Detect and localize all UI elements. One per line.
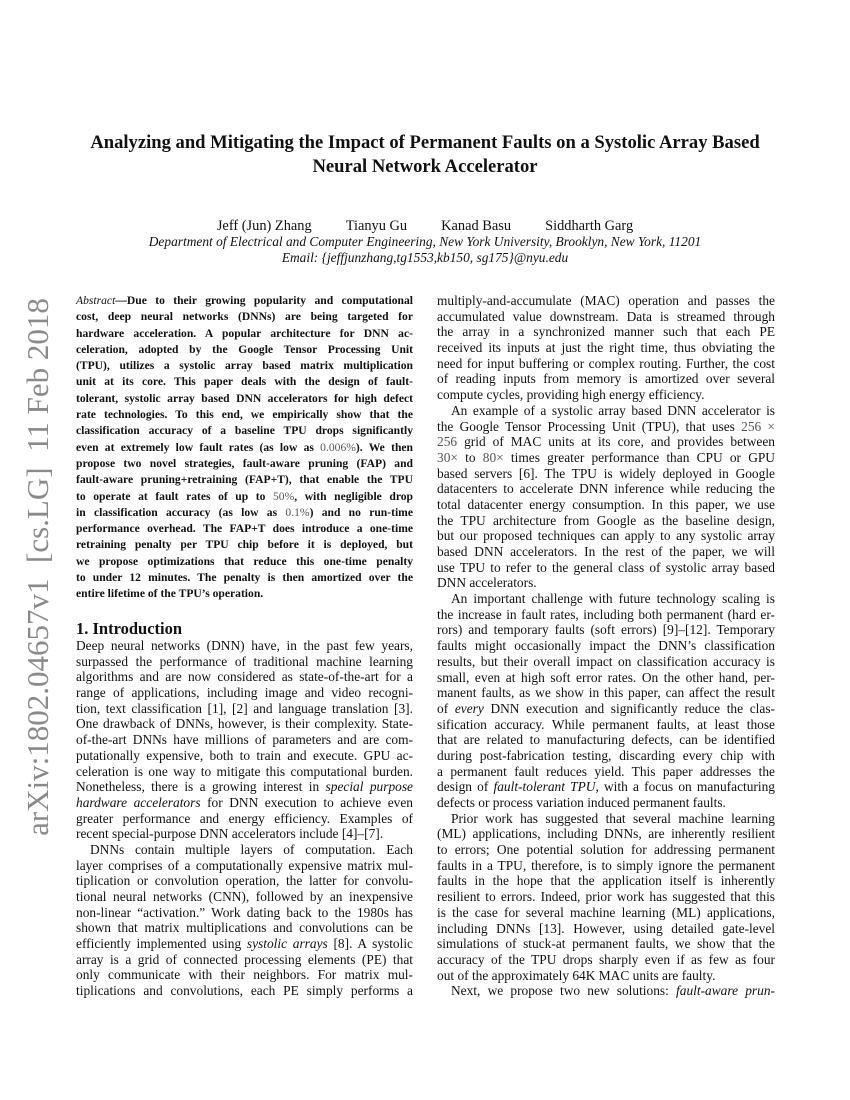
text-line: of-the-art DNNs have millions of parameters and are com- (76, 732, 413, 748)
paper-title (60, 131, 790, 179)
text-segment: efficiently implemented using (76, 936, 247, 952)
text-line (437, 419, 775, 435)
text-line: during post-fabrication testing, discarding every chip with (437, 747, 775, 763)
emphasized-text: every (454, 700, 484, 716)
text-line: faults in the hope that the application itself is inherently (437, 873, 775, 889)
text-line: the TPU architecture from Google as the baseline design, (437, 512, 775, 528)
math-value: 0.006% (320, 440, 356, 454)
text-line: received its inputs at just the right time, thus obviating the (437, 340, 775, 356)
text-segment: to operate at fault rates of up to (76, 489, 273, 503)
text-line: tional neural networks (CNN), followed by an inexpensive (76, 889, 413, 904)
text-line: but our proposed techniques can apply to any systolic array (437, 528, 775, 544)
text-segment: ). We then (355, 440, 413, 454)
text-line: compute cycles, providing high energy efficiency. (437, 387, 705, 403)
emphasized-text: Abstract (76, 294, 116, 307)
text-segment: , with a focus on manufacturing (595, 779, 776, 795)
text-line (437, 434, 775, 450)
text-segment: DNN execution and significantly reduce the clas- (483, 700, 775, 716)
text-line: performance overhead. The FAP+T does introduce a one-time (76, 522, 413, 536)
text-line (76, 779, 413, 795)
text-line: entire lifetime of the TPU’s operation. (76, 587, 264, 601)
text-line: a permanent fault reduces yield. This paper addresses the (437, 763, 775, 779)
text-line: shown that matrix multiplications and convolutions can be (76, 920, 413, 936)
text-line: to errors; One potential solution for addressing permanent (437, 842, 775, 858)
text-line (76, 440, 413, 456)
author-name: Tianyu Gu (345, 218, 408, 234)
text-line: tolerant, systolic array based DNN accelerators for high defect (76, 391, 413, 405)
text-segment: even at extremely low fault rates (as low as (76, 440, 321, 454)
text-line: defects or process variation induced permanent faults. (437, 795, 726, 810)
text-line: faults in a TPU, therefore, is to simply ignore the permanent (437, 857, 775, 873)
text-line: to under 12 minutes. The penalty is then amortized over the (76, 571, 413, 585)
affiliation: Department of Electrical and Computer Engineering, New York University, Brooklyn, New York, 11201 (148, 234, 702, 249)
text-line: celeration is one way to mitigate this computational burden. (76, 763, 413, 779)
title-line: Neural Network Accelerator (312, 156, 538, 177)
text-segment: , with negligible drop (294, 489, 413, 503)
emphasized-text: hardware accelerators (76, 794, 201, 810)
text-segment: design of (437, 779, 494, 795)
text-segment: times greater performance than CPU or GPU (503, 449, 775, 465)
text-line: is the case for several machine learning (ML) applications, (437, 904, 775, 920)
text-line: algorithms and are now considered as state-of-the-art for a (76, 669, 413, 685)
text-line: tiplication or convolution operation, the latter for convolu- (76, 873, 413, 889)
math-value: 256 (437, 434, 458, 450)
text-line: layer comprises of a computationally expensive matrix mul- (76, 857, 413, 873)
text-line: simulations of stuck-at permanent faults, we show that the (437, 936, 775, 952)
text-line: putationally expensive, both to train and execute. GPU ac- (76, 747, 413, 763)
text-line: including DNNs [13]. However, using detailed gate-level (437, 920, 775, 936)
text-line: multiply-and-accumulate (MAC) operation and passes the (437, 293, 775, 308)
text-line: cost, deep neural networks (DNNs) are being targeted for (76, 310, 413, 324)
text-line: we propose optimizations that reduce this one-time penalty (76, 554, 413, 568)
text-line: only communicate with their neighbors. For matrix mul- (76, 967, 413, 983)
text-line (76, 489, 413, 505)
emphasized-text: special purpose (325, 779, 413, 795)
text-line (437, 450, 775, 466)
text-line: need for input buffering or complex routing. Further, the cost (437, 355, 775, 371)
text-segment: —Due to their growing popularity and computational (115, 294, 413, 307)
emphasized-text: systolic arrays (246, 936, 328, 952)
text-line (437, 779, 775, 795)
text-line (76, 505, 413, 521)
text-line: resilient to errors. Indeed, prior work has suggested that this (437, 889, 775, 905)
text-segment: Nonetheless, there is a growing interest in (76, 779, 326, 795)
math-value: 80× (482, 449, 504, 465)
text-line: propose two novel strategies, fault-aware pruning (FAP) and (76, 456, 413, 470)
author-emails: Email: {jeffjunzhang,tg1553,kb150, sg175}@nyu.edu (281, 250, 569, 265)
text-line: of reading inputs from memory is amortized over several (437, 371, 775, 387)
text-line: accumulated value downstream. Data is streamed through (437, 308, 775, 324)
text-line: the increase in fault rates, including both permanent (hard er- (437, 606, 775, 622)
arxiv-identifier-stamp: arXiv:1802.04657v1 [cs.LG] 11 Feb 2018 (20, 298, 55, 836)
text-line: based DNN accelerators. In the rest of the paper, we will (437, 544, 775, 559)
text-line: non-linear “activation.” Work dating back to the 1980s has (76, 904, 413, 920)
text-line: results, but their overall impact on classification accuracy is (437, 653, 775, 669)
text-line: sification accuracy. While permanent faults, at least those (437, 716, 775, 732)
text-line: Prior work has suggested that several machine learning (451, 810, 775, 826)
text-line: One drawback of DNNs, however, is their complexity. State- (76, 716, 413, 732)
text-line: datacenters to accelerate DNN inference while reducing the (437, 481, 775, 497)
text-line: unit at its core. This paper deals with the design of fault- (76, 375, 413, 389)
text-line: DNNs contain multiple layers of computation. Each (90, 841, 413, 857)
text-line: Deep neural networks (DNN) have, in the past few years, (76, 638, 413, 653)
text-segment: in classification accuracy (as low as (76, 505, 286, 519)
text-line: An example of a systolic array based DNN accelerator is (451, 402, 775, 418)
text-segment: for DNN execution to achieve even (200, 794, 414, 810)
text-line: out of the approximately 64K MAC units are faulty. (437, 967, 716, 983)
text-segment: Next, we propose two new solutions: (451, 983, 677, 999)
text-line: greater performance and energy efficiency. Examples of (76, 810, 413, 826)
text-line (76, 936, 413, 952)
text-line: rors) and temporary faults (soft errors) [9]–[12]. Temporary (437, 622, 775, 638)
text-line: fault-aware pruning+retraining (FAP+T), that enable the TPU (76, 473, 413, 487)
math-value: 256 × (741, 418, 775, 434)
title-line: Analyzing and Mitigating the Impact of Permanent Faults on a Systolic Array Based (90, 132, 760, 153)
text-line: range of applications, including image and video recogni- (76, 685, 413, 701)
text-line: (ML) applications, including DNNs, are inherently resilient (437, 826, 775, 842)
text-line: rate technologies. To this end, we empirically show that the (76, 408, 413, 422)
text-line: surpassed the performance of traditional machine learning (76, 653, 413, 669)
text-line: celeration, adopted by the Google Tensor Processing Unit (76, 342, 413, 356)
text-line: that are related to manufacturing defects, can be identified (437, 732, 775, 748)
text-line: total datacenter energy consumption. In this paper, we use (437, 496, 775, 512)
text-segment: [8]. A systolic (327, 936, 413, 952)
text-line: classification accuracy of a baseline TPU drops significantly (76, 424, 413, 438)
text-segment: to (457, 449, 483, 465)
text-line: array is a grid of connected processing elements (PE) that (76, 951, 413, 967)
text-segment: the Google Tensor Processing Unit (TPU), that uses (437, 418, 742, 434)
math-value: 0.1% (285, 505, 310, 519)
text-line (437, 701, 775, 717)
text-line: based servers [6]. The TPU is widely deployed in Google (437, 465, 775, 481)
author-name: Kanad Basu (441, 218, 512, 234)
emphasized-text: fault-aware prun- (676, 983, 775, 999)
text-line: An important challenge with future technology scaling is (451, 591, 775, 607)
text-line: hardware acceleration. A popular architecture for DNN ac- (76, 326, 413, 340)
abstract (76, 293, 413, 603)
text-line (76, 795, 413, 811)
text-line: small, even at high soft error rates. On the other hand, per- (437, 669, 775, 685)
emphasized-text: fault-tolerant TPU (493, 779, 596, 795)
text-segment: of (437, 700, 455, 716)
text-line (437, 983, 775, 999)
math-value: 30× (437, 449, 458, 465)
text-line: recent special-purpose DNN accelerators include [4]–[7]. (76, 826, 384, 842)
introduction-right-column (437, 293, 775, 999)
text-line: manent faults, as we show in this paper, can affect the result (437, 685, 775, 701)
text-line: the array in a synchronized manner such that each PE (437, 324, 775, 340)
text-segment: grid of MAC units at its core, and provides between (457, 434, 775, 450)
math-value: 50% (272, 489, 295, 503)
text-line: tion, text classification [1], [2] and language translation [3]. (76, 700, 413, 716)
text-line (76, 293, 413, 309)
author-name: Siddharth Garg (545, 218, 634, 234)
text-line: faults might occasionally impact the DNN’s classification (437, 638, 775, 654)
text-line: retraining penalty per TPU chip before it is deployed, but (76, 538, 413, 552)
text-line: accuracy of the TPU drops sharply even if as few as four (437, 951, 775, 967)
introduction-left-column (76, 638, 413, 999)
text-line: DNN accelerators. (437, 575, 537, 591)
text-line: (TPU), utilizes a systolic array based matrix multiplication (76, 359, 413, 373)
author-name: Jeff (Jun) Zhang (216, 218, 312, 234)
text-line: tiplications and convolutions, each PE simply performs a (76, 983, 413, 999)
text-line: use TPU to refer to the general class of systolic array based (437, 559, 775, 575)
section-heading-introduction: 1. Introduction (76, 619, 183, 638)
text-segment: ) and no run-time (309, 505, 413, 519)
